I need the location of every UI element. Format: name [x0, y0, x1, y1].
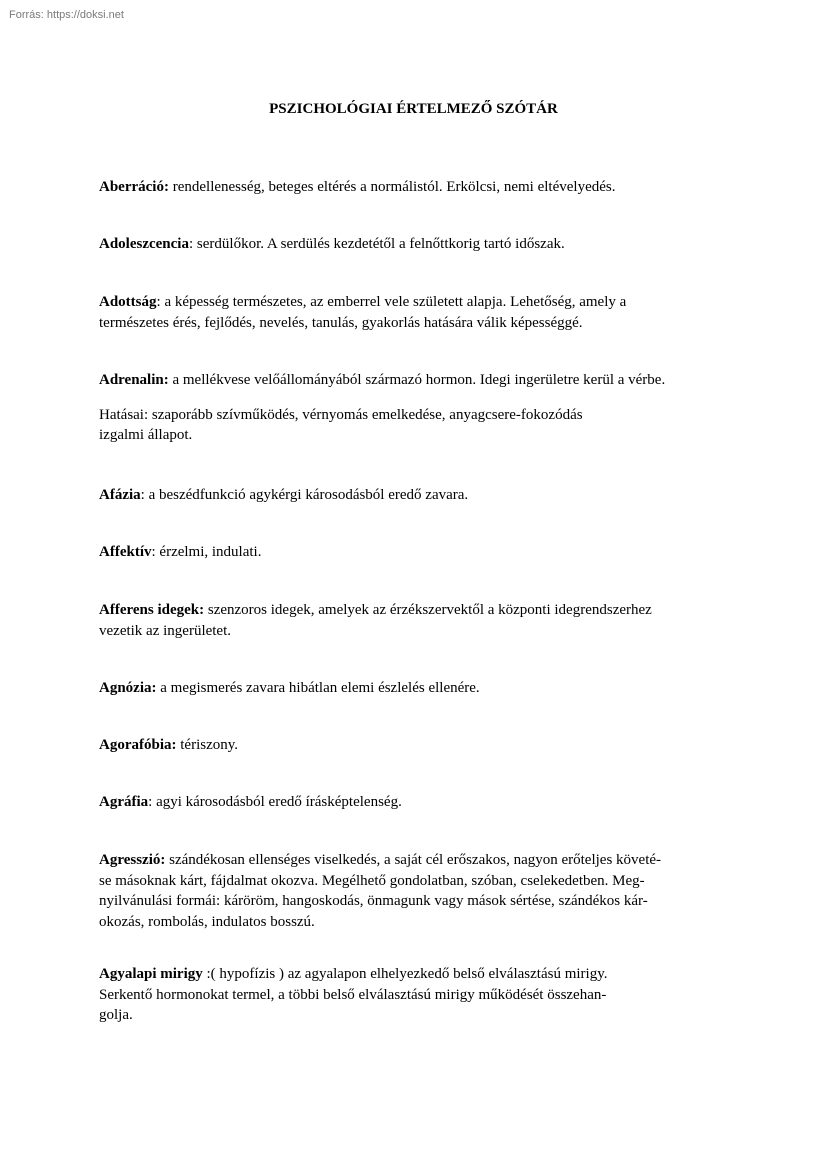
entry-adottsag: [99, 292, 739, 333]
entry-text: a megismerés zavara hibátlan elemi észlelés ellenére.: [160, 680, 480, 696]
entry-line: vezetik az ingerületet.: [99, 622, 232, 639]
entry-text: tériszony.: [180, 737, 239, 753]
entry-text: érzelmi, indulati.: [159, 544, 262, 560]
entry-line: golja.: [99, 1007, 133, 1023]
entry-agorafobia: [99, 735, 739, 756]
entry-line: Agráfia: agyi károsodásból eredő írásképtelenség.: [99, 794, 402, 810]
entry-line: [99, 600, 739, 621]
entry-text: szándékosan ellenséges viselkedés, a saját cél erőszakos, nagyon erőteljes követé-: [169, 852, 662, 868]
entry-afferens-idegek: [99, 600, 739, 641]
entry-agrafia: [99, 792, 739, 813]
entry-line: [99, 735, 739, 756]
entry-line: [99, 370, 739, 391]
entry-line: Serkentő hormonokat termel, a többi belső elválasztású mirigy működését összehan-: [99, 986, 607, 1003]
entry-text: a beszédfunkció agykérgi károsodásból eredő zavara.: [148, 487, 469, 503]
entry-agnozia: [99, 678, 739, 699]
entry-text: a képesség természetes, az emberrel vele született alapja. Lehetőség, amely a: [164, 294, 627, 310]
entry-line: természetes érés, fejlődés, nevelés, tanulás, gyakorlás hatására válik képességgé.: [99, 314, 583, 331]
entry-term: Adrenalin:: [99, 372, 169, 388]
entry-line: okozás, rombolás, indulatos bosszú.: [99, 913, 315, 930]
entry-line: Affektív: érzelmi, indulati.: [99, 544, 262, 560]
entry-line: Adoleszcencia: serdülőkor. A serdülés kezdetétől a felnőttkorig tartó időszak.: [99, 236, 565, 252]
entry-text: rendellenesség, beteges eltérés a normálistól. Erkölcsi, nemi eltévelyedés.: [172, 179, 616, 195]
entry-term: Aberráció:: [99, 179, 169, 195]
entry-term: Afferens idegek:: [99, 602, 205, 618]
entry-term: Agnózia:: [99, 680, 157, 696]
entry-line: Hatásai: szaporább szívműködés, vérnyomás emelkedése, anyagcsere-fokozódás: [99, 406, 583, 423]
entry-line: nyilvánulási formái: káröröm, hangoskodás, önmagunk vagy mások sértése, szándékos kár-: [99, 893, 648, 909]
source-label: Forrás: https://doksi.net: [9, 9, 124, 21]
entry-affektiv: [99, 542, 739, 563]
entry-line: [99, 177, 739, 198]
entry-text: agyi károsodásból eredő írásképtelenség.: [156, 794, 402, 810]
entry-agresszio: [99, 850, 739, 932]
entry-adrenalin: [99, 370, 739, 446]
entry-term: Affektív: [99, 544, 152, 560]
entry-term: Agyalapi mirigy: [99, 966, 203, 982]
page-title: PSZICHOLÓGIAI ÉRTELMEZŐ SZÓTÁR: [269, 101, 558, 117]
entry-line: Agyalapi mirigy :( hypofízis ) az agyalapon elhelyezkedő belső elválasztású mirigy.: [99, 966, 608, 982]
entry-text: szenzoros idegek, amelyek az érzékszervektől a központi idegrendszerhez: [207, 602, 652, 618]
entry-line: [99, 678, 739, 699]
entry-aberracio: [99, 177, 739, 198]
entry-line: Adottság: a képesség természetes, az emberrel vele született alapja. Lehetőség, amely a: [99, 294, 627, 310]
entry-term: Agráfia: [99, 794, 149, 810]
entry-text: a mellékvese velőállományából származó hormon. Idegi ingerületre kerül a vérbe.: [172, 372, 666, 388]
entry-line: izgalmi állapot.: [99, 427, 193, 443]
entry-line: [99, 850, 739, 871]
entry-text: serdülőkor. A serdülés kezdetétől a felnőttkorig tartó időszak.: [196, 236, 565, 252]
entry-line: Afázia: a beszédfunkció agykérgi károsodásból eredő zavara.: [99, 487, 469, 503]
entry-term: Adottság: [99, 294, 157, 310]
entry-term: Agresszió:: [99, 852, 166, 868]
entry-agyalapi-mirigy: [99, 964, 739, 1026]
entry-adoleszcencia: [99, 234, 739, 255]
entry-term: Adoleszcencia: [99, 236, 189, 252]
entry-term: Agorafóbia:: [99, 737, 177, 753]
entry-line: se másoknak kárt, fájdalmat okozva. Megélhető gondolatban, szóban, cselekedetben. Meg-: [99, 872, 645, 889]
entry-text: ( hypofízis ) az agyalapon elhelyezkedő belső elválasztású mirigy.: [210, 966, 608, 982]
entry-term: Afázia: [99, 487, 141, 503]
entry-afazia: [99, 485, 739, 506]
